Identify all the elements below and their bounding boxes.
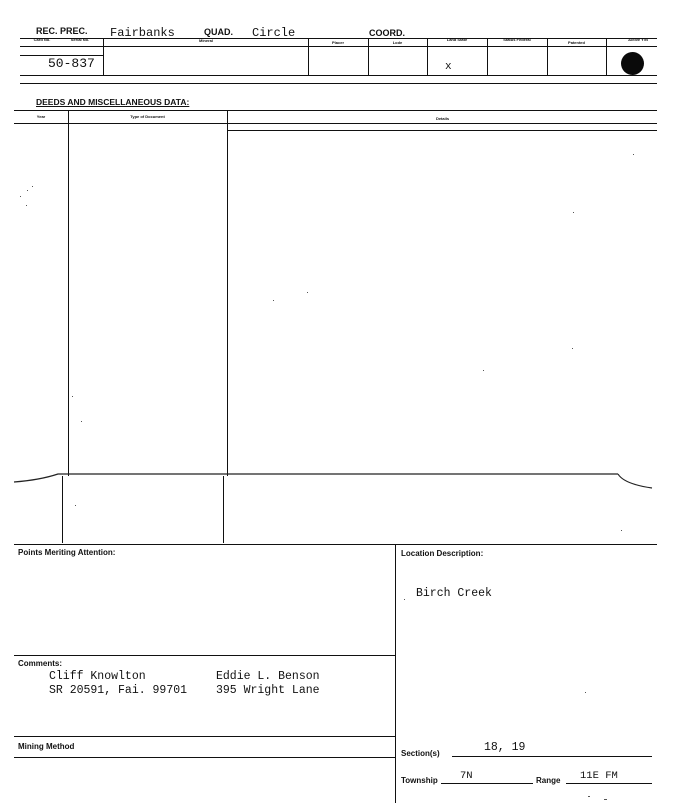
quad-value: Circle <box>252 26 296 40</box>
lower-top-rule <box>14 544 657 545</box>
range-underline <box>566 783 652 784</box>
col-divider <box>487 38 488 75</box>
card-no-header: Card No. <box>33 37 51 42</box>
comment-line2-right: 395 Wright Lane <box>216 684 320 697</box>
fold-line <box>0 462 678 492</box>
quad-label: QUAD. <box>204 27 233 37</box>
scan-speck <box>621 530 622 531</box>
year-header: Year <box>36 114 46 119</box>
mining-method-top-rule <box>14 736 395 737</box>
deeds-top-rule <box>14 110 657 111</box>
patented-header: Patented <box>568 40 585 45</box>
claim-table-under-rule <box>20 83 657 84</box>
serial-no-header: Serial No. <box>70 37 90 42</box>
land-state-header: Land State <box>446 37 468 42</box>
deeds-col-divider <box>227 110 228 476</box>
township-underline <box>441 783 533 784</box>
scan-speck <box>273 300 274 301</box>
deeds-col-divider <box>68 110 69 476</box>
township-label: Township <box>401 776 438 785</box>
mineral-header: Mineral <box>198 38 213 43</box>
col-divider <box>427 38 428 75</box>
comment-line1-right: Eddie L. Benson <box>216 670 320 683</box>
scan-speck <box>483 370 484 371</box>
range-value: 11E FM <box>580 770 618 782</box>
scan-speck <box>588 796 590 797</box>
scan-speck <box>573 212 574 213</box>
scan-speck <box>604 799 607 800</box>
scan-speck <box>81 421 82 422</box>
lower-center-divider <box>395 544 396 803</box>
mining-method-label: Mining Method <box>18 742 75 751</box>
col-divider <box>606 38 607 75</box>
deeds-header-rule <box>14 123 657 124</box>
scan-speck <box>26 205 27 206</box>
details-header: Details <box>435 116 450 121</box>
punch-hole-mark <box>621 52 644 75</box>
lode-header: Lode <box>392 40 403 45</box>
comments-label: Comments: <box>18 659 63 668</box>
active-header: Active Y/N <box>628 37 648 42</box>
scan-speck <box>75 505 76 506</box>
placer-header: Placer <box>331 40 344 45</box>
claim-table-header-rule <box>20 46 657 47</box>
comments-top-rule <box>14 655 395 656</box>
location-description-value: Birch Creek <box>416 587 492 600</box>
details-header-rule <box>228 130 657 131</box>
coord-label: COORD. <box>369 28 405 38</box>
range-label: Range <box>536 776 561 785</box>
section-value: 18, 19 <box>484 741 526 754</box>
document-type-header: Type of Document <box>130 114 165 119</box>
scan-speck <box>72 396 73 397</box>
scan-speck <box>404 599 405 600</box>
scan-speck <box>20 196 21 197</box>
scan-speck <box>585 692 586 693</box>
status-federal-header: Status Federal <box>503 37 531 42</box>
scan-speck <box>633 154 634 155</box>
col-divider <box>103 38 104 75</box>
location-description-label: Location Description: <box>401 549 484 558</box>
township-value: 7N <box>460 770 473 782</box>
rec-prec-label: REC. PREC. <box>36 26 88 36</box>
scan-speck <box>307 292 308 293</box>
scan-speck <box>27 190 28 191</box>
section-underline <box>452 756 652 757</box>
scan-speck <box>572 348 573 349</box>
comment-line1-left: Cliff Knowlton <box>49 670 146 683</box>
claim-table-bottom-rule <box>20 75 657 76</box>
land-state-mark: x <box>445 61 452 73</box>
card-serial-value: 50-837 <box>48 56 95 71</box>
points-label: Points Meriting Attention: <box>18 548 116 557</box>
rec-prec-value: Fairbanks <box>110 26 175 40</box>
deeds-heading: DEEDS AND MISCELLANEOUS DATA: <box>36 97 190 107</box>
section-label: Section(s) <box>401 749 440 758</box>
comment-line2-left: SR 20591, Fai. 99701 <box>49 684 188 697</box>
mining-method-bottom-rule <box>14 757 395 758</box>
scan-speck <box>32 186 33 187</box>
